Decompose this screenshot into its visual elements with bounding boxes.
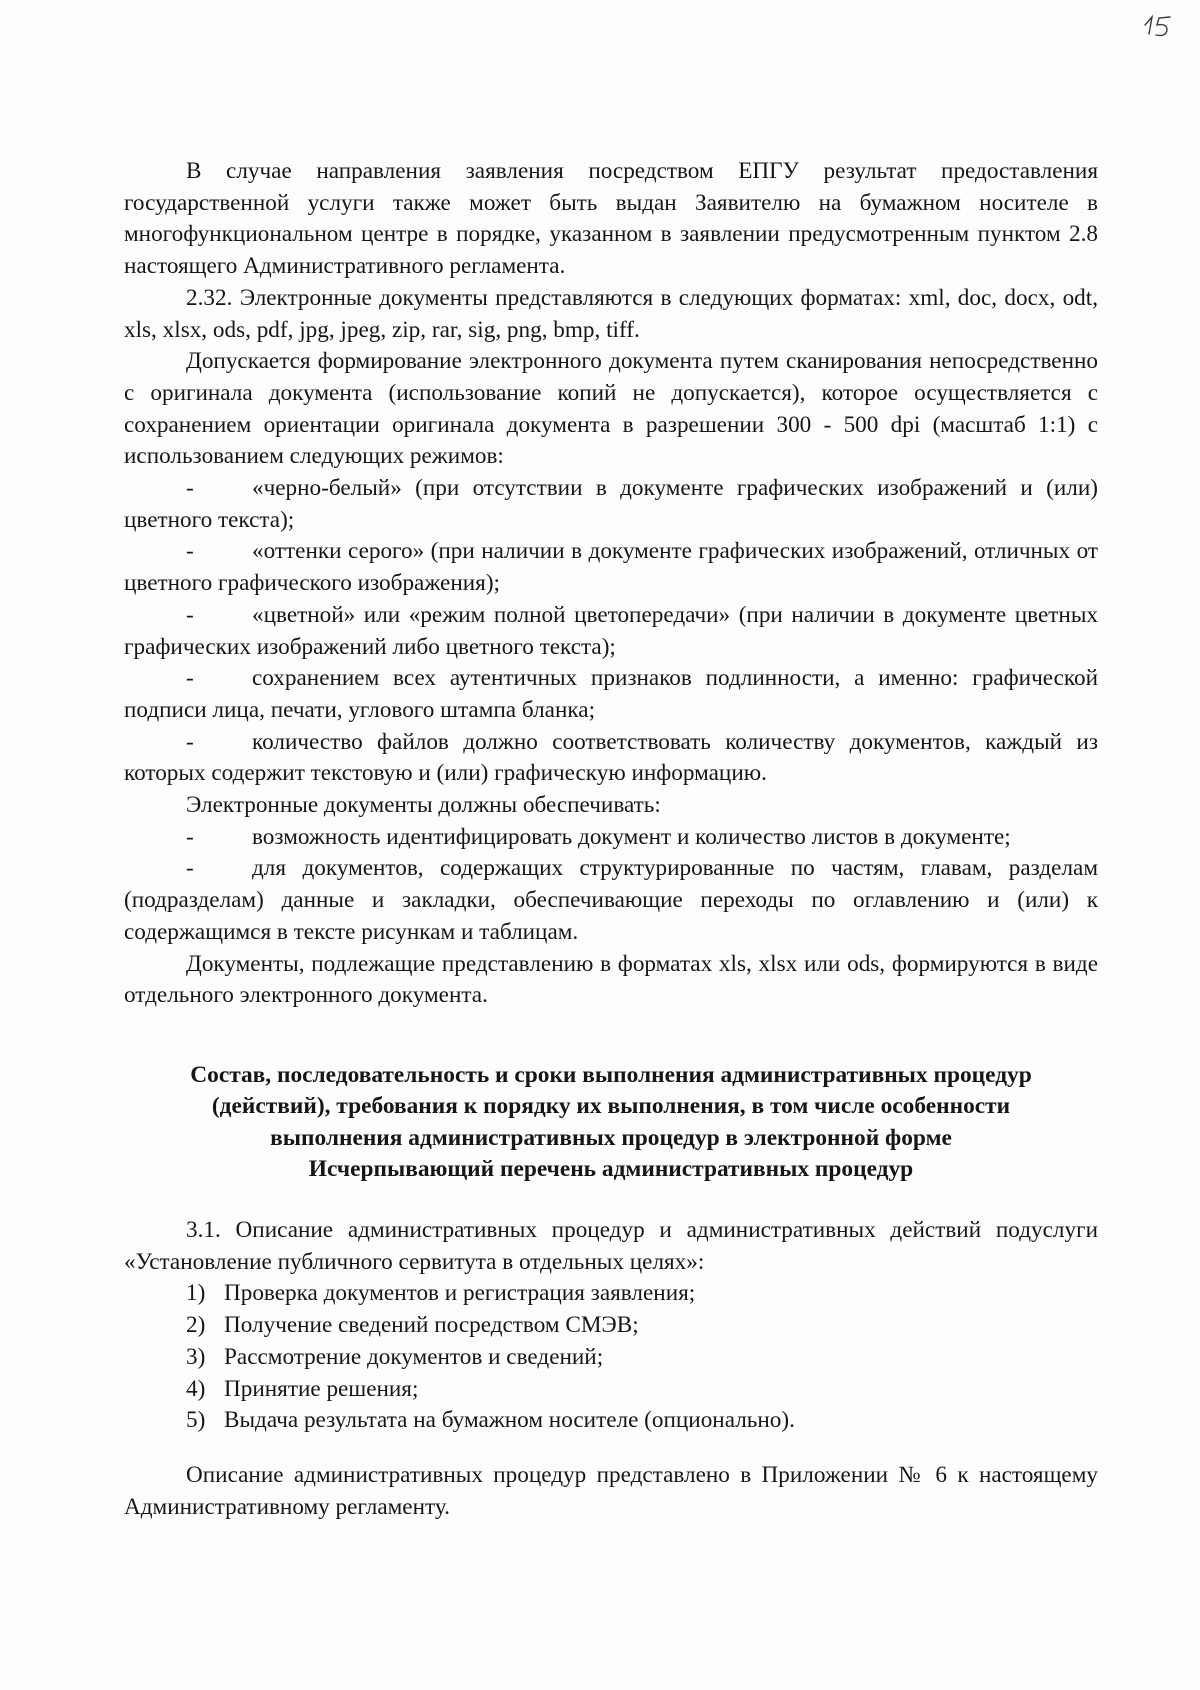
dash-marker: - <box>186 665 194 692</box>
procedure-number: 4) <box>186 1375 206 1402</box>
list-item-text: «черно-белый» (при отсутствии в документе графических изображений и (или) цветного текста); <box>124 475 1098 533</box>
procedure-item <box>124 1278 1098 1310</box>
list-item-text: для документов, содержащих структурированные по частям, главам, разделам (подразделам) данные и закладки, обеспечивающие переходы по оглавлению и (или) к содержащимся в тексте рисункам и таблицам. <box>124 855 1098 945</box>
dash-marker: - <box>186 728 194 755</box>
paragraph-appendix-reference: Описание административных процедур представлено в Приложении № 6 к настоящему Административному регламенту. <box>124 1462 1098 1520</box>
procedure-number: 3) <box>186 1343 206 1370</box>
list-item-text: сохранением всех аутентичных признаков подлинности, а именно: графической подписи лица, печати, углового штампа бланка; <box>124 665 1098 723</box>
procedure-text: Рассмотрение документов и сведений; <box>224 1343 604 1370</box>
paragraph-xls-documents: Документы, подлежащие представлению в форматах xls, xlsx или ods, формируются в виде отдельного электронного документа. <box>124 950 1098 1009</box>
procedure-number: 1) <box>186 1280 206 1307</box>
procedure-text: Проверка документов и регистрация заявления; <box>224 1280 696 1307</box>
list-item-text: возможность идентифицировать документ и количество листов в документе; <box>252 823 1011 850</box>
list-item-text: «цветной» или «режим полной цветопередачи» (при наличии в документе цветных графических изображений либо цветного текста); <box>124 601 1098 660</box>
procedures-section <box>124 1215 1098 1437</box>
closing-text <box>124 1460 1098 1523</box>
paragraph-epgu-result: В случае направления заявления посредством ЕПГУ результат предоставления государственной услуги также может быть выдан Заявителю на бумажном носителе в многофункциональном центре в порядке, указанном в заявлении предусмотренным пунктом 2.8 настоящего Административного регламента. <box>124 158 1098 280</box>
procedure-item <box>124 1405 1098 1437</box>
procedure-number: 2) <box>186 1312 206 1339</box>
heading-line: Исчерпывающий перечень административных процедур <box>308 1155 914 1182</box>
heading-line: выполнения административных процедур в электронной форме <box>270 1124 952 1151</box>
list-item-scan-mode <box>124 600 1098 663</box>
procedure-item <box>124 1342 1098 1374</box>
list-item-scan-mode <box>124 663 1098 726</box>
procedure-item <box>124 1374 1098 1406</box>
procedure-number: 5) <box>186 1407 206 1434</box>
section-heading <box>124 1060 1098 1185</box>
paragraph-2-32-formats: 2.32. Электронные документы представляются в следующих форматах: xml, doc, docx, odt, xls, xlsx, ods, pdf, jpg, jpeg, zip, rar, sig, png, bmp, tiff. <box>124 284 1098 343</box>
procedure-text: Принятие решения; <box>224 1375 419 1402</box>
list-item-requirement <box>124 822 1098 854</box>
handwritten-page-number <box>1140 12 1180 40</box>
paragraph-scanning: Допускается формирование электронного документа путем сканирования непосредственно с оригинала документа (использование копий не допускается), которое осуществляется с сохранением ориентации оригинала документа в разрешении 300 - 500 dpi (масштаб 1:1) с использованием следующих режимов: <box>124 348 1098 470</box>
list-item-text: «оттенки серого» (при наличии в документе графических изображений, отличных от цветного графического изображения); <box>124 538 1098 597</box>
procedure-text: Получение сведений посредством СМЭВ; <box>224 1312 639 1339</box>
dash-marker: - <box>186 475 194 502</box>
dash-marker: - <box>186 823 194 850</box>
dash-marker: - <box>186 855 194 882</box>
heading-line: Состав, последовательность и сроки выполнения административных процедур <box>190 1062 1032 1088</box>
list-item-scan-mode <box>124 473 1098 536</box>
list-item-text: количество файлов должно соответствовать количеству документов, каждый из которых содержит текстовую и (или) графическую информацию. <box>124 728 1098 787</box>
list-item-scan-mode <box>124 536 1098 599</box>
list-item-scan-mode <box>124 727 1098 790</box>
list-item-requirement <box>124 853 1098 948</box>
dash-marker: - <box>186 601 194 628</box>
procedure-item <box>124 1310 1098 1342</box>
procedure-text: Выдача результата на бумажном носителе (опционально). <box>224 1407 795 1434</box>
heading-line: (действий), требования к порядку их выполнения, в том числе особенности <box>211 1093 1011 1120</box>
paragraph-requirements-intro: Электронные документы должны обеспечивать: <box>186 792 661 819</box>
dash-marker: - <box>186 538 194 565</box>
paragraph-3-1-intro: 3.1. Описание административных процедур и административных действий подуслуги «Установление публичного сервитута в отдельных целях»: <box>124 1217 1098 1275</box>
body-text <box>124 156 1098 1012</box>
